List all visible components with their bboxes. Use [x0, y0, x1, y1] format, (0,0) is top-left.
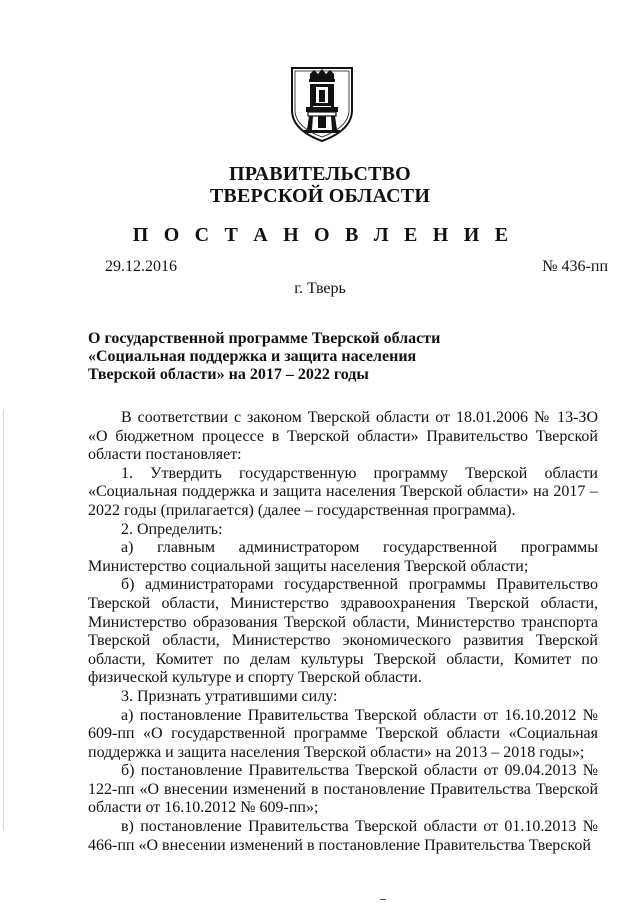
document-type-title: П О С Т А Н О В Л Е Н И Е: [132, 224, 514, 246]
clause-2: 2. Определить:: [121, 520, 223, 538]
government-title-line1: ПРАВИТЕЛЬСТВО: [229, 163, 411, 185]
clause-3a: а) постановление Правительства Тверской области от 16.10.2012 № 609-пп «О государственной программе Тверской области «Социальная поддержка и защита населения Тверской области» на 2013 – 2018 годы»;: [88, 706, 598, 761]
page-bottom-mark: [380, 899, 386, 900]
document-city: г. Тверь: [294, 280, 346, 297]
clause-3c: в) постановление Правительства Тверской области от 01.10.2013 № 466-пп «О внесении изменений в постановление Правительства Тверской: [88, 818, 598, 854]
subject-line: О государственной программе Тверской области: [88, 330, 441, 347]
clause-2a: а) главным администратором государственной программы Министерство социальной защиты населения Тверской области;: [88, 539, 598, 575]
clause-3: 3. Признать утратившими силу:: [121, 687, 338, 705]
clause-2b: б) администраторами государственной программы Правительство Тверской области, Министерство здравоохранения Тверской области, Министерство образования Тверской области, Министерство транспорта Тверской области, Министерство экономического развития Тверской области, Комитет по делам культуры Тверской области, Комитет по физической культуре и спорту Тверской области.: [88, 576, 598, 687]
page-edge-line: [3, 410, 4, 830]
document-number: № 436-пп: [542, 258, 608, 275]
clause-1: 1. Утвердить государственную программу Тверской области «Социальная поддержка и защита населения Тверской области» на 2017 – 2022 годы (прилагается) (далее – государственная программа).: [88, 464, 598, 519]
subject-line: Тверской области» на 2017 – 2022 годы: [88, 366, 369, 383]
subject-line: «Социальная поддержка и защита населения: [88, 348, 417, 365]
clause-3b: б) постановление Правительства Тверской области от 09.04.2013 № 122-пп «О внесении изменений в постановление Правительства Тверской области от 16.10.2012 № 609-пп»;: [88, 762, 598, 817]
document-subject: [88, 330, 448, 384]
government-title-line2: ТВЕРСКОЙ ОБЛАСТИ: [209, 185, 431, 207]
tver-coat-of-arms-icon: [288, 64, 356, 144]
document-body: [88, 409, 598, 855]
preamble-paragraph: В соответствии с законом Тверской области от 18.01.2006 № 13-ЗО «О бюджетном процессе в Тверской области» Правительство Тверской области постановляет:: [88, 409, 598, 464]
document-date: 29.12.2016: [105, 258, 177, 275]
